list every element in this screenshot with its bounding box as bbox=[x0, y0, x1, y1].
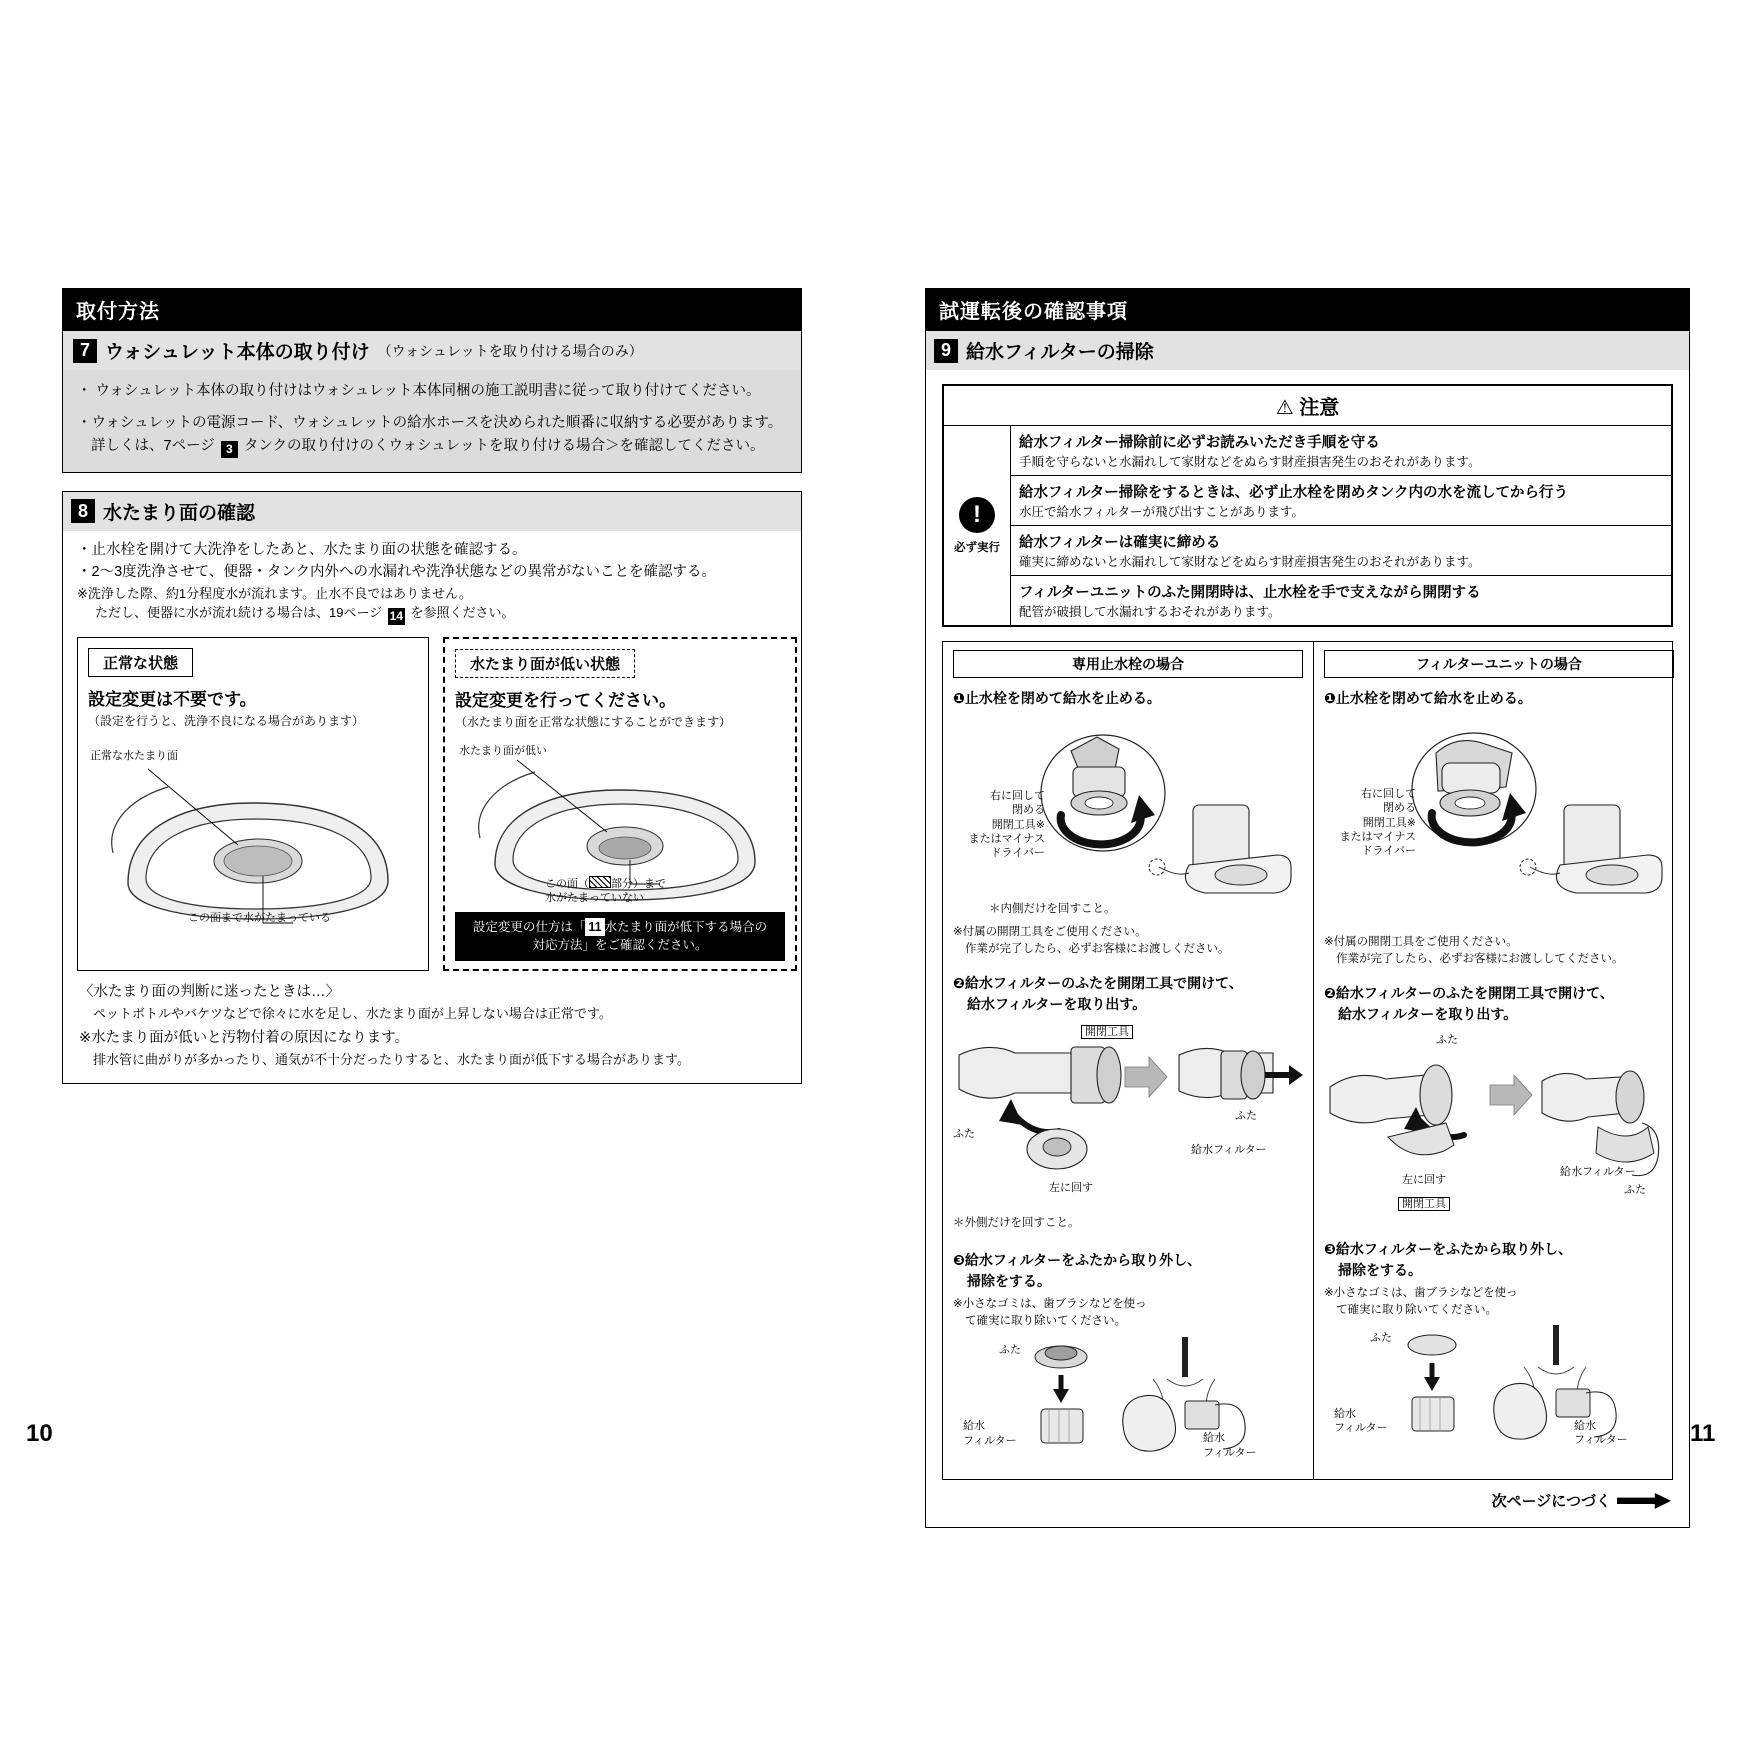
low-callout-bottom: この面（ 部分）まで 水がたまっていない bbox=[545, 877, 666, 904]
column-filter-unit bbox=[1314, 642, 1684, 1479]
step-8-bullet-1: ・止水栓を開けて大洗浄をしたあと、水たまり面の状態を確認する。 bbox=[77, 541, 527, 558]
left-step-2-filter-label: 給水フィルター bbox=[1191, 1144, 1267, 1157]
right-step-3-lid-label: ふた bbox=[1370, 1331, 1392, 1344]
step-8-number: 8 bbox=[71, 499, 95, 523]
step-8-bullet-2: ・2～3度洗浄させて、便器・タンク内外への水漏れや洗浄状態などの異常がないことを確認する。 bbox=[77, 564, 717, 581]
step-8-header bbox=[63, 492, 801, 531]
left-step-2-lid-label-2: ふた bbox=[1235, 1110, 1257, 1123]
caution-icon-cell bbox=[944, 426, 1011, 625]
normal-state-heading: 設定変更は不要です。 bbox=[88, 689, 257, 709]
warning-triangle-icon: ⚠ bbox=[1275, 397, 1294, 419]
normal-state-illustration bbox=[88, 733, 418, 943]
column-left-header: 専用止水栓の場合 bbox=[953, 650, 1303, 678]
left-step-2-tool-label: 開閉工具 bbox=[1081, 1025, 1133, 1039]
left-step-1-labels: 右に回して 閉める 開閉工具※ またはマイナス ドライバー bbox=[968, 790, 1045, 860]
right-step-2-tool-label: 開閉工具 bbox=[1398, 1197, 1450, 1211]
right-step-2-lid-label-2: ふた bbox=[1624, 1184, 1646, 1197]
footnote-3: ※水たまり面が低いと汚物付着の原因になります。 bbox=[79, 1030, 409, 1047]
left-page-number: 10 bbox=[26, 1420, 53, 1447]
water-level-comparison bbox=[63, 637, 801, 972]
normal-state-box bbox=[77, 637, 429, 972]
step-7-bullet-1: ・ ウォシュレット本体の取り付けはウォシュレット本体同梱の施工説明書に従って取り付けてください。 bbox=[77, 380, 787, 402]
left-step-2-text: ❷給水フィルターのふたを開閉工具で開けて、 給水フィルターを取り出す。 bbox=[953, 975, 1243, 1013]
step-7-header bbox=[63, 331, 801, 370]
low-state-illustration bbox=[455, 734, 785, 906]
left-step-1-text: ❶止水栓を閉めて給水を止める。 bbox=[953, 690, 1161, 706]
left-step-1-figure bbox=[953, 715, 1303, 920]
left-step-2-lid-label: ふた bbox=[953, 1128, 975, 1141]
bullet-dot-icon: ・ bbox=[77, 415, 92, 432]
left-step-2-note: ＊外側だけを回すこと。 bbox=[953, 1217, 1080, 1230]
left-step-2-turn-label: 左に回す bbox=[1049, 1182, 1093, 1195]
left-step-1-note2: ※付属の開閉工具をご使用ください。 作業が完了したら、必ずお客様にお渡しください。 bbox=[953, 926, 1230, 955]
caution-icon-label: 必ず実行 bbox=[954, 541, 1000, 554]
exclamation-icon: ! bbox=[959, 497, 995, 533]
right-section-header: 試運転後の確認事項 bbox=[925, 288, 1690, 331]
column-dedicated-stopvalve bbox=[943, 642, 1314, 1479]
step-9-panel bbox=[925, 331, 1690, 1528]
step-8-note-2: ただし、便器に水が流れ続ける場合は、19ページ 14 を参照ください。 bbox=[95, 605, 515, 624]
right-step-3-figure bbox=[1324, 1325, 1674, 1455]
low-state-heading: 設定変更を行ってください。 bbox=[455, 690, 676, 710]
right-step-2-filter-label: 給水フィルター bbox=[1560, 1166, 1636, 1179]
step-7-bullet-3-pre: 詳しくは、7ページ bbox=[91, 437, 215, 454]
filterunit-removal-svg bbox=[1324, 1031, 1674, 1211]
low-callout-top: 水たまり面が低い bbox=[459, 744, 547, 757]
right-step-1-text: ❶止水栓を閉めて給水を止める。 bbox=[1324, 690, 1532, 706]
step-9-number: 9 bbox=[934, 339, 958, 363]
low-state-box bbox=[443, 637, 797, 972]
right-step-3-note: ※小さなゴミは、歯ブラシなどを使っ て確実に取り除いてください。 bbox=[1324, 1287, 1518, 1317]
next-page-indicator: 次ページにつづく bbox=[926, 1490, 1671, 1511]
step-7-panel bbox=[62, 331, 802, 473]
step-8-title: 水たまり面の確認 bbox=[103, 502, 256, 524]
caution-row: フィルターユニットのふた開閉時は、止水栓を手で支えながら開閉する 配管が破損して水漏れするおそれがあります。 bbox=[1019, 585, 1481, 619]
step-9-header bbox=[926, 331, 1689, 370]
step-7-subtitle: （ウォシュレットを取り付ける場合のみ） bbox=[377, 342, 643, 359]
right-step-1-figure bbox=[1324, 715, 1674, 920]
low-state-label: 水たまり面が低い状態 bbox=[455, 649, 635, 678]
caution-row: 給水フィルター掃除前に必ずお読みいただき手順を守る 手順を守らないと水漏れして家財などをぬらす財産損害発生のおそれがあります。 bbox=[1011, 426, 1671, 476]
left-page bbox=[62, 288, 802, 1084]
right-step-2-turn-label: 左に回す bbox=[1402, 1174, 1446, 1187]
normal-state-note: （設定を行うと、洗浄不良になる場合があります） bbox=[88, 713, 365, 728]
right-step-1-note2: ※付属の開閉工具をご使用ください。 作業が完了したら、必ずお客様にお渡ししてください。 bbox=[1324, 936, 1624, 965]
caution-row: 給水フィルターは確実に締める 確実に締めないと水漏れして家財などをぬらす財産損害発生のおそれがあります。 bbox=[1011, 526, 1671, 576]
caution-title: ⚠ 注意 bbox=[944, 386, 1671, 426]
left-step-3-note: ※小さなゴミは、歯ブラシなどを使っ て確実に取り除いてください。 bbox=[953, 1298, 1147, 1327]
low-state-inline-num: 11 bbox=[585, 918, 604, 937]
hatch-swatch-icon bbox=[589, 876, 611, 888]
step-9-title: 給水フィルターの掃除 bbox=[966, 342, 1154, 363]
caution-row: 給水フィルター掃除をするときは、必ず止水栓を閉めタンク内の水を流してから行う 水圧で給水フィルターが飛び出すことがあります。 bbox=[1011, 476, 1671, 526]
left-step-3-filter-label-2: 給水 フィルター bbox=[1203, 1432, 1257, 1459]
footnote-2: ペットボトルやバケツなどで徐々に水を足し、水たまり面が上昇しない場合は正常です。 bbox=[93, 1005, 612, 1021]
right-step-2-figure bbox=[1324, 1031, 1674, 1221]
left-section-header: 取付方法 bbox=[62, 288, 802, 331]
right-step-3-filter-label: 給水 フィルター bbox=[1334, 1407, 1388, 1434]
arrow-right-icon bbox=[1617, 1493, 1671, 1509]
low-state-callout-box: 設定変更の仕方は「 11 水たまり面が低下する場合の 対応方法」をご確認ください。 bbox=[455, 912, 785, 962]
step-8-note-inline-num: 14 bbox=[389, 609, 403, 624]
caution-box bbox=[942, 384, 1673, 627]
footnote-4: 排水管に曲がりが多かったり、通気が不十分だったりすると、水たまり面が低下する場合があります。 bbox=[93, 1051, 690, 1067]
step-7-bullet-3-post: タンクの取り付けのくウォシュレットを取り付ける場合＞を確認してください。 bbox=[243, 437, 765, 454]
left-step-3-text: ❸給水フィルターをふたから取り外し、 掃除をする。 bbox=[953, 1252, 1202, 1290]
step-8-note-1: ※洗浄した際、約1分程度水が流れます。止水不良ではありません。 bbox=[77, 585, 472, 601]
right-page bbox=[925, 288, 1690, 1528]
normal-callout-top: 正常な水たまり面 bbox=[90, 749, 178, 762]
step-7-number: 7 bbox=[73, 339, 97, 363]
step-7-title: ウォシュレット本体の取り付け bbox=[105, 342, 370, 363]
step-8-footnotes bbox=[63, 971, 801, 1069]
low-state-note: （水たまり面を正常な状態にすることができます） bbox=[455, 714, 732, 729]
left-step-3-figure bbox=[953, 1335, 1303, 1465]
normal-state-label: 正常な状態 bbox=[88, 648, 193, 677]
footnote-1: 〈水たまり面の判断に迷ったときは…〉 bbox=[79, 984, 340, 1001]
bullet-dot-icon: ・ bbox=[77, 383, 92, 399]
left-step-2-figure bbox=[953, 1021, 1303, 1211]
normal-callout-bottom: この面まで水がたまっている bbox=[188, 911, 331, 924]
step-7-inline-num: 3 bbox=[221, 441, 238, 458]
left-step-3-filter-label: 給水 フィルター bbox=[963, 1420, 1017, 1447]
right-step-1-labels: 右に回して 閉める 開閉工具※ またはマイナス ドライバー bbox=[1339, 788, 1416, 858]
left-step-1-note: ＊内側だけを回すこと。 bbox=[989, 903, 1116, 915]
right-step-3-filter-label-2: 給水 フィルター bbox=[1574, 1419, 1628, 1446]
right-page-number: 11 bbox=[1690, 1420, 1716, 1447]
procedure-columns bbox=[942, 641, 1673, 1480]
column-right-header: フィルターユニットの場合 bbox=[1324, 650, 1674, 678]
right-step-3-text: ❸給水フィルターをふたから取り外し、 掃除をする。 bbox=[1324, 1241, 1573, 1279]
step-7-bullet-2: ・ウォシュレットの電源コード、ウォシュレットの給水ホースを決められた順番に収納する必要があります。 詳しくは、7ページ 3 タンクの取り付けのくウォシュレットを取り付ける場合＞を確認してください。 bbox=[77, 415, 783, 456]
step-8-panel bbox=[62, 491, 802, 1084]
right-step-2-lid-label: ふた bbox=[1436, 1034, 1458, 1047]
left-step-3-lid-label: ふた bbox=[999, 1344, 1021, 1357]
right-step-2-text: ❷給水フィルターのふたを開閉工具で開けて、 給水フィルターを取り出す。 bbox=[1324, 985, 1614, 1023]
